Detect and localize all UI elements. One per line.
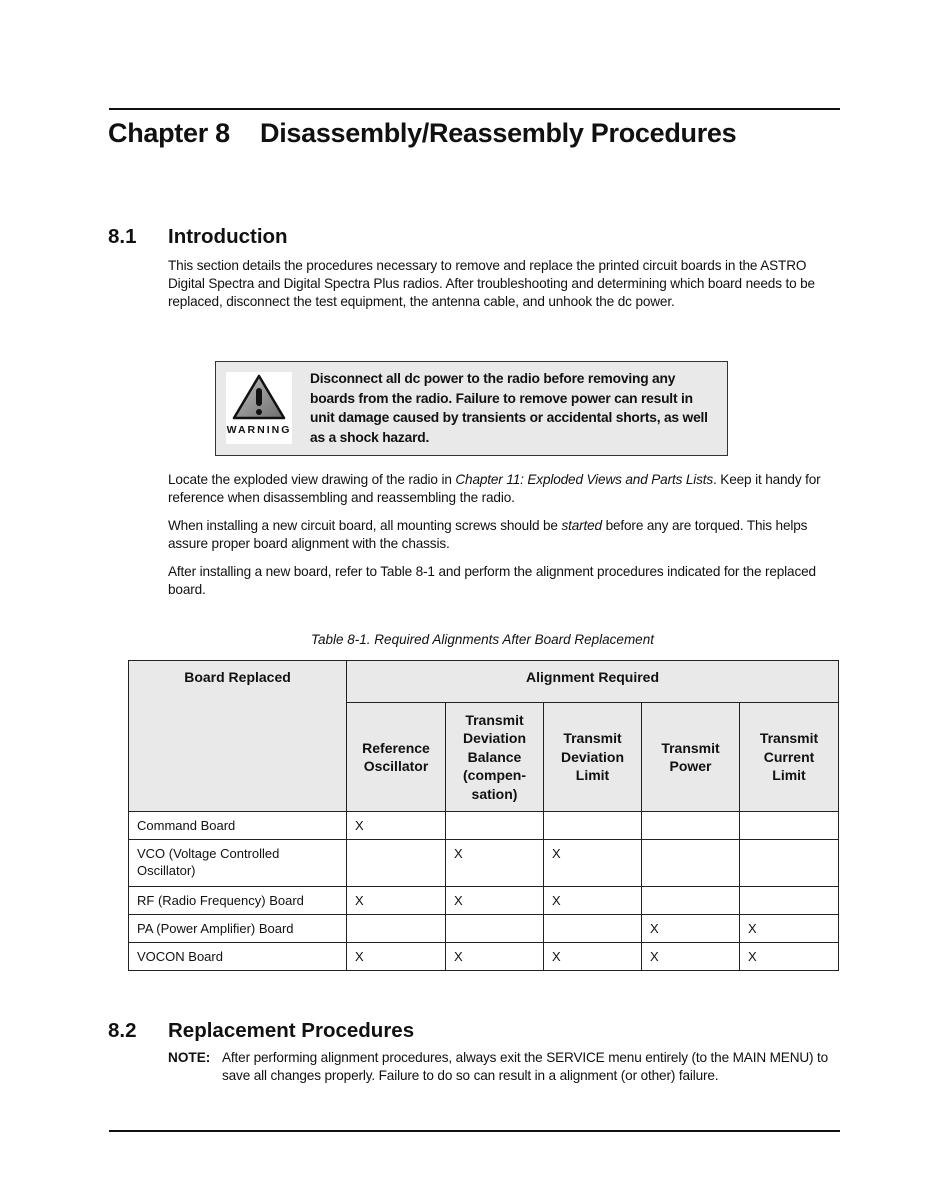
section-number: 8.1 <box>108 225 137 248</box>
after-install-paragraph: After installing a new board, refer to Table 8-1 and perform the alignment procedures indicated for the replaced board. <box>168 564 816 597</box>
table-row <box>129 915 839 943</box>
mark-cell <box>740 812 839 840</box>
board-cell: VCO (Voltage Controlled Oscillator) <box>129 840 347 887</box>
warning-box <box>215 361 728 456</box>
mark-cell <box>642 812 740 840</box>
section-title: Introduction <box>168 225 288 248</box>
section-title: Replacement Procedures <box>168 1019 415 1042</box>
table-row <box>129 943 839 971</box>
mark-cell: X <box>642 915 740 943</box>
header-board-replaced: Board Replaced <box>129 661 347 812</box>
chapter-title <box>108 118 736 149</box>
mark-cell: X <box>544 887 642 915</box>
text-run: Locate the exploded view drawing of the radio in <box>168 472 456 487</box>
board-cell: PA (Power Amplifier) Board <box>129 915 347 943</box>
table-row <box>129 812 839 840</box>
mark-cell <box>544 812 642 840</box>
mark-cell: X <box>642 943 740 971</box>
text-run: . Keep it handy for reference when disassembling and reassembling the radio. <box>168 472 821 505</box>
table-caption: Table 8-1. Required Alignments After Board Replacement <box>311 632 654 647</box>
chapter-11-reference: Chapter 11: Exploded Views and Parts Lists <box>455 472 714 487</box>
mark-cell: X <box>446 943 544 971</box>
header-reference-oscillator: Reference Oscillator <box>347 703 446 812</box>
mark-cell: X <box>740 943 839 971</box>
mark-cell: X <box>446 887 544 915</box>
mark-cell <box>347 840 446 887</box>
warning-triangle-icon <box>232 374 286 420</box>
mark-cell: X <box>446 840 544 887</box>
warning-text: Disconnect all dc power to the radio before removing any boards from the radio. Failure to remove power can result in unit damage caused by transients or accidental shorts, as well as a shock hazard. <box>310 371 708 445</box>
locate-paragraph <box>168 471 840 507</box>
warning-label: WARNING <box>226 424 292 436</box>
warning-icon-panel <box>226 372 292 444</box>
mark-cell <box>347 915 446 943</box>
mark-cell: X <box>347 887 446 915</box>
header-alignment-required: Alignment Required <box>347 661 839 703</box>
top-rule <box>109 108 840 110</box>
text-run: before any are torqued. This helps assure proper board alignment with the chassis. <box>168 518 808 551</box>
table-row <box>129 887 839 915</box>
mark-cell <box>446 915 544 943</box>
note-block <box>168 1049 840 1085</box>
section-heading-8-1 <box>108 225 288 249</box>
mark-cell <box>740 887 839 915</box>
section-number: 8.2 <box>108 1019 137 1042</box>
mark-cell: X <box>347 812 446 840</box>
header-tx-current-limit: Transmit Current Limit <box>740 703 839 812</box>
board-cell: Command Board <box>129 812 347 840</box>
header-tx-power: Transmit Power <box>642 703 740 812</box>
mark-cell: X <box>544 840 642 887</box>
mark-cell <box>642 887 740 915</box>
intro-paragraph: This section details the procedures necessary to remove and replace the printed circuit boards in the ASTRO Digital Spectra and Digital Spectra Plus radios. After troubleshooting and determining which board needs to be replaced, disconnect the test equipment, the antenna cable, and unhook the dc power. <box>168 258 815 309</box>
mark-cell <box>740 840 839 887</box>
chapter-number: Chapter 8 <box>108 118 230 148</box>
header-tx-deviation-limit: Transmit Deviation Limit <box>544 703 642 812</box>
board-cell: RF (Radio Frequency) Board <box>129 887 347 915</box>
note-text: After performing alignment procedures, always exit the SERVICE menu entirely (to the MAIN MENU) to save all changes properly. Failure to do so can result in a alignment (or other) failure. <box>222 1050 829 1083</box>
install-paragraph <box>168 517 840 553</box>
mark-cell <box>446 812 544 840</box>
mark-cell: X <box>544 943 642 971</box>
section-heading-8-2 <box>108 1019 414 1043</box>
text-run: When installing a new circuit board, all mounting screws should be <box>168 518 562 533</box>
alignment-table <box>128 660 839 971</box>
mark-cell <box>544 915 642 943</box>
bottom-rule <box>109 1130 840 1132</box>
emphasis-started: started <box>561 518 602 533</box>
table-row <box>129 840 839 887</box>
mark-cell <box>642 840 740 887</box>
note-label: NOTE: <box>168 1050 211 1065</box>
chapter-name: Disassembly/Reassembly Procedures <box>260 118 737 148</box>
header-tx-deviation-balance: Transmit Deviation Balance (compen- sation) <box>446 703 544 812</box>
mark-cell: X <box>347 943 446 971</box>
mark-cell: X <box>740 915 839 943</box>
board-cell: VOCON Board <box>129 943 347 971</box>
